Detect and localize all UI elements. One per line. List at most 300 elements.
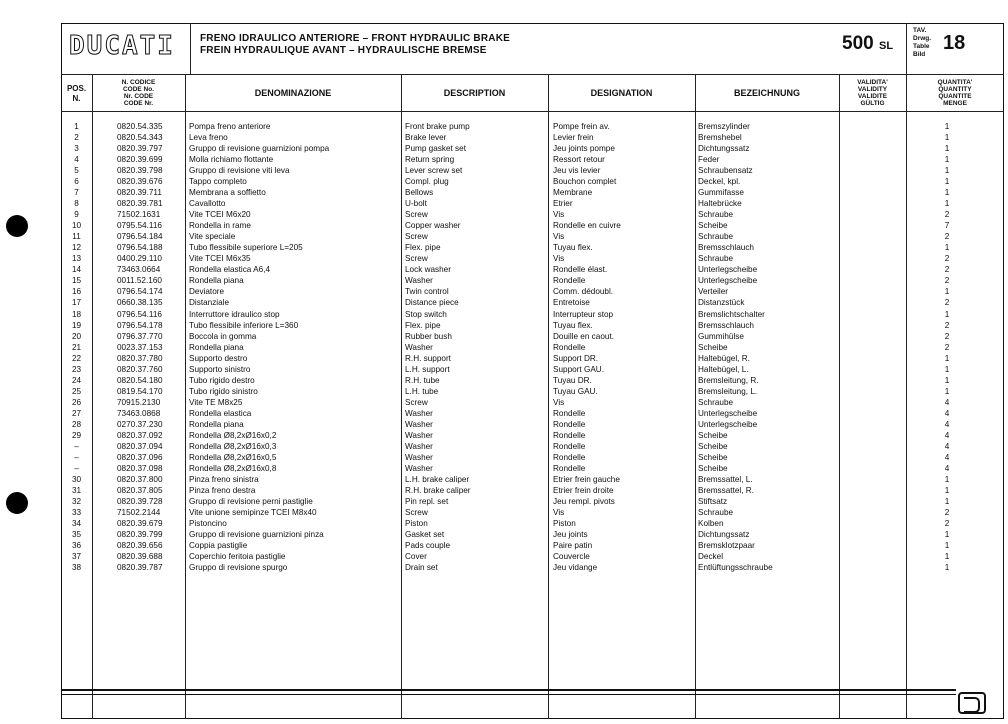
cell-pos: 31 xyxy=(71,485,82,495)
table-row xyxy=(61,188,1004,199)
table-row xyxy=(61,122,1004,133)
cell-desc: Washer xyxy=(405,441,433,451)
cell-den: Rondella piana xyxy=(189,276,244,286)
cell-bez: Gummifasse xyxy=(698,188,744,198)
table-row xyxy=(61,276,1004,287)
cell-desig: Rondelle xyxy=(553,419,586,429)
cell-bez: Dichtungssatz xyxy=(698,530,750,540)
cell-code: 0820.39.798 xyxy=(117,166,163,176)
cell-qty: 4 xyxy=(944,419,950,429)
cell-den: Distanziale xyxy=(189,298,230,308)
cell-desc: Pump gasket set xyxy=(405,144,466,154)
cell-pos: 26 xyxy=(71,397,82,407)
cell-desc: Copper washer xyxy=(405,221,461,231)
cell-den: Membrana a soffietto xyxy=(189,188,266,198)
table-row xyxy=(61,519,1004,530)
table-row xyxy=(61,464,1004,475)
cell-qty: 2 xyxy=(944,298,950,308)
cell-den: Pinza freno sinistra xyxy=(189,474,259,484)
cell-bez: Schraube xyxy=(698,254,734,264)
table-row xyxy=(61,166,1004,177)
cell-qty: 1 xyxy=(944,474,950,484)
table-row xyxy=(61,442,1004,453)
cell-qty: 1 xyxy=(944,122,950,131)
cell-code: 0820.37.092 xyxy=(117,430,163,440)
cell-den: Rondella piana xyxy=(189,342,244,352)
cell-pos: – xyxy=(74,441,79,451)
cell-code: 0796.54.174 xyxy=(117,287,163,297)
cell-qty: 2 xyxy=(944,210,950,220)
cell-desc: Screw xyxy=(405,232,428,242)
cell-desc: Washer xyxy=(405,430,433,440)
cell-den: Tubo rigido destro xyxy=(189,375,255,385)
cell-bez: Scheibe xyxy=(698,441,728,451)
cell-desig: Tuyau flex. xyxy=(553,320,593,330)
cell-den: Coppia pastiglie xyxy=(189,541,248,551)
cell-bez: Deckel xyxy=(698,552,724,562)
cell-code: 0820.39.676 xyxy=(117,177,163,187)
cell-pos: 9 xyxy=(74,210,79,220)
cell-pos: 32 xyxy=(71,497,82,507)
cell-pos: 35 xyxy=(71,530,82,540)
cell-bez: Scheibe xyxy=(698,463,728,473)
cell-code: 0820.39.711 xyxy=(117,188,162,198)
cell-desig: Etrier frein gauche xyxy=(553,474,620,484)
cell-pos: 36 xyxy=(71,541,82,551)
cell-desig: Rondelle xyxy=(553,342,586,352)
cell-bez: Dichtungssatz xyxy=(698,144,750,154)
cell-desig: Jeu joints pompe xyxy=(553,144,615,154)
cell-desc: Distance piece xyxy=(405,298,459,308)
cell-desig: Douille en caout. xyxy=(553,331,614,341)
table-row xyxy=(61,398,1004,409)
cell-den: Rondella Ø8,2xØ16x0,8 xyxy=(189,463,277,473)
cell-pos: 24 xyxy=(71,375,82,385)
cell-desc: Screw xyxy=(405,210,428,220)
drwg-label: Drwg. xyxy=(913,35,932,42)
cell-code: 70915.2130 xyxy=(117,397,161,407)
table-row xyxy=(61,177,1004,188)
cell-desc: Drain set xyxy=(405,563,438,573)
cell-desig: Vis xyxy=(553,254,565,264)
cell-code: 0820.39.797 xyxy=(117,144,163,154)
cell-pos: 28 xyxy=(71,419,82,429)
cell-code: 0796.54.116 xyxy=(117,309,162,319)
cell-bez: Bremsleitung, L. xyxy=(698,386,758,396)
cell-code: 0796.54.188 xyxy=(117,243,163,253)
cell-desc: U-bolt xyxy=(405,199,427,209)
cell-desc: Washer xyxy=(405,419,433,429)
cell-desig: Rondelle élast. xyxy=(553,265,608,275)
table-row xyxy=(61,508,1004,519)
cell-code: 71502.2144 xyxy=(117,508,161,518)
cell-qty: 1 xyxy=(944,375,950,385)
cell-den: Pinza freno destra xyxy=(189,485,256,495)
cell-den: Pistoncino xyxy=(189,519,227,529)
cell-desc: L.H. brake caliper xyxy=(405,474,470,484)
cell-code: 0011.52.160 xyxy=(117,276,162,286)
cell-bez: Haltebügel, R. xyxy=(698,353,750,363)
table-row xyxy=(61,321,1004,332)
cell-desig: Entretoise xyxy=(553,298,590,308)
table-row xyxy=(61,243,1004,254)
cell-code: 0820.37.094 xyxy=(117,441,163,451)
cell-den: Rondella Ø8,2xØ16x0,5 xyxy=(189,452,277,462)
cell-den: Pompa freno anteriore xyxy=(189,122,271,131)
table-row xyxy=(61,287,1004,298)
cell-bez: Verteiler xyxy=(698,287,729,297)
cell-code: 0270.37.230 xyxy=(117,419,163,429)
cell-desig: Comm. dédoubl. xyxy=(553,287,614,297)
table-row xyxy=(61,210,1004,221)
cell-den: Molla richiamo flottante xyxy=(189,155,274,165)
cell-qty: 1 xyxy=(944,541,950,551)
cell-qty: 1 xyxy=(944,497,950,507)
cell-desig: Rondelle xyxy=(553,408,586,418)
table-number: 18 xyxy=(943,32,966,54)
cell-desig: Support DR. xyxy=(553,353,599,363)
cell-desig: Tuyau flex. xyxy=(553,243,593,253)
cell-bez: Bremshebel xyxy=(698,133,742,143)
cell-bez: Deckel, kpl. xyxy=(698,177,741,187)
cell-code: 0820.37.760 xyxy=(117,364,163,374)
cell-pos: 33 xyxy=(71,508,82,518)
cell-qty: 2 xyxy=(944,331,950,341)
cell-pos: – xyxy=(74,463,79,473)
cell-bez: Bremsschlauch xyxy=(698,243,754,253)
logo-divider xyxy=(190,23,191,74)
cell-qty: 2 xyxy=(944,519,950,529)
cell-qty: 1 xyxy=(944,287,950,297)
cell-desc: Gasket set xyxy=(405,530,445,540)
table-row xyxy=(61,254,1004,265)
cell-bez: Kolben xyxy=(698,519,724,529)
cell-desc: Lever screw set xyxy=(405,166,463,176)
cell-qty: 2 xyxy=(944,320,950,330)
cell-bez: Scheibe xyxy=(698,342,728,352)
cell-bez: Bremsschlauch xyxy=(698,320,754,330)
cell-pos: 20 xyxy=(71,331,82,341)
bild-label: Bild xyxy=(913,51,926,58)
col-header-quantita: QUANTITA' QUANTITY QUANTITE MENGE xyxy=(937,79,973,107)
cell-bez: Stiftsatz xyxy=(698,497,728,507)
cell-desig: Ressort retour xyxy=(553,155,605,165)
punch-hole xyxy=(6,492,28,514)
cell-qty: 2 xyxy=(944,276,950,286)
cell-desc: Front brake pump xyxy=(405,122,470,131)
cell-den: Boccola in gomma xyxy=(189,331,257,341)
cell-desc: R.H. brake caliper xyxy=(405,485,471,495)
cell-bez: Haltebrücke xyxy=(698,199,742,209)
cell-code: 0795.54.116 xyxy=(117,221,162,231)
cell-desig: Pompe frein av. xyxy=(553,122,610,131)
cell-desig: Rondelle xyxy=(553,441,586,451)
cell-den: Vite TCEI M6x35 xyxy=(189,254,251,264)
table-row xyxy=(61,298,1004,309)
cell-bez: Distanzstück xyxy=(698,298,745,308)
cell-desc: Washer xyxy=(405,276,433,286)
cell-desig: Vis xyxy=(553,508,565,518)
cell-pos: – xyxy=(74,452,79,462)
cell-den: Tubo flessibile inferiore L=360 xyxy=(189,320,299,330)
cell-pos: 11 xyxy=(72,232,81,242)
cell-code: 0820.54.180 xyxy=(117,375,163,385)
cell-desig: Rondelle en cuivre xyxy=(553,221,621,231)
cell-qty: 1 xyxy=(944,144,950,154)
cell-den: Tubo flessibile superiore L=205 xyxy=(189,243,303,253)
cell-desig: Interrupteur stop xyxy=(553,309,614,319)
cell-code: 0023.37.153 xyxy=(117,342,163,352)
table-row xyxy=(61,133,1004,144)
cell-desc: L.H. tube xyxy=(405,386,439,396)
table-row xyxy=(61,409,1004,420)
cell-pos: 14 xyxy=(71,265,82,275)
cell-desc: Twin control xyxy=(405,287,449,297)
cell-pos: 37 xyxy=(71,552,82,562)
cell-pos: 2 xyxy=(74,133,79,143)
cell-pos: 18 xyxy=(71,309,82,319)
cell-desig: Vis xyxy=(553,397,565,407)
cell-desc: Brake lever xyxy=(405,133,447,143)
cell-code: 0820.54.335 xyxy=(117,122,163,131)
cell-qty: 1 xyxy=(944,155,950,165)
table-row xyxy=(61,354,1004,365)
cell-qty: 4 xyxy=(944,463,950,473)
cell-qty: 1 xyxy=(944,166,950,176)
tav-label: TAV. xyxy=(913,27,927,34)
cell-pos: 22 xyxy=(71,353,82,363)
cell-desc: Stop switch xyxy=(405,309,447,319)
end-mark-icon xyxy=(958,692,986,714)
cell-desc: Compl. plug xyxy=(405,177,449,187)
cell-code: 0820.37.805 xyxy=(117,485,163,495)
cell-bez: Bremssattel, L. xyxy=(698,474,753,484)
cell-desig: Jeu vis levier xyxy=(553,166,601,176)
cell-qty: 1 xyxy=(944,199,950,209)
cell-qty: 1 xyxy=(944,188,950,198)
cell-den: Gruppo di revisione guarnizioni pinza xyxy=(189,530,324,540)
cell-pos: 7 xyxy=(74,188,79,198)
cell-desc: Return spring xyxy=(405,155,455,165)
col-header-code: N. CODICE CODE No. Nr. CODE CODE Nr. xyxy=(121,79,156,107)
cell-bez: Unterlegscheibe xyxy=(698,408,758,418)
cell-bez: Unterlegscheibe xyxy=(698,419,758,429)
title-line-1: FRENO IDRAULICO ANTERIORE – FRONT HYDRAULIC BRAKE xyxy=(200,33,510,44)
table-row xyxy=(61,343,1004,354)
cell-pos: 25 xyxy=(71,386,82,396)
model-label: 500 SL xyxy=(842,33,894,54)
cell-qty: 1 xyxy=(944,364,950,374)
table-row xyxy=(61,144,1004,155)
cell-bez: Scheibe xyxy=(698,430,728,440)
cell-bez: Schraube xyxy=(698,210,734,220)
cell-bez: Schraube xyxy=(698,397,734,407)
cell-desc: Screw xyxy=(405,254,428,264)
col-header-denominazione: DENOMINAZIONE xyxy=(254,87,332,98)
table-row xyxy=(61,486,1004,497)
cell-pos: 23 xyxy=(71,364,82,374)
cell-code: 0820.37.780 xyxy=(117,353,163,363)
cell-qty: 7 xyxy=(944,221,950,231)
cell-code: 0796.54.184 xyxy=(117,232,163,242)
cell-den: Rondella elastica A6,4 xyxy=(189,265,271,275)
tav-divider xyxy=(906,23,907,74)
cell-den: Interruttore idraulico stop xyxy=(189,309,280,319)
table-row xyxy=(61,232,1004,243)
cell-den: Rondella in rame xyxy=(189,221,251,231)
cell-code: 0820.39.656 xyxy=(117,541,163,551)
cell-code: 0820.39.688 xyxy=(117,552,163,562)
cell-qty: 4 xyxy=(944,452,950,462)
cell-desc: Pin repl. set xyxy=(405,497,449,507)
cell-bez: Schraube xyxy=(698,232,734,242)
cell-code: 0819.54.170 xyxy=(117,386,163,396)
table-row xyxy=(61,376,1004,387)
table-row xyxy=(61,310,1004,321)
cell-den: Vite unione semipinze TCEI M8x40 xyxy=(189,508,317,518)
cell-den: Supporto destro xyxy=(189,353,248,363)
table-row xyxy=(61,431,1004,442)
cell-den: Cavallotto xyxy=(189,199,226,209)
cell-qty: 1 xyxy=(944,530,950,540)
footer-line xyxy=(61,689,956,691)
cell-pos: 27 xyxy=(71,408,82,418)
cell-pos: 5 xyxy=(74,166,79,176)
cell-desc: Screw xyxy=(405,508,428,518)
cell-den: Coperchio feritoia pastiglie xyxy=(189,552,286,562)
cell-pos: 29 xyxy=(71,430,82,440)
cell-pos: 12 xyxy=(71,243,82,253)
ducati-logo: DUCATI xyxy=(69,31,175,61)
cell-den: Gruppo di revisione guarnizioni pompa xyxy=(189,144,330,154)
cell-den: Leva freno xyxy=(189,133,228,143)
cell-pos: 13 xyxy=(71,254,82,264)
table-row xyxy=(61,475,1004,486)
cell-desig: Jeu vidange xyxy=(553,563,598,573)
cell-desc: Flex. pipe xyxy=(405,320,441,330)
table-row xyxy=(61,563,1004,574)
cell-den: Tubo rigido sinistro xyxy=(189,386,258,396)
cell-desig: Rondelle xyxy=(553,276,586,286)
cell-bez: Unterlegscheibe xyxy=(698,276,758,286)
cell-qty: 1 xyxy=(944,552,950,562)
cell-qty: 2 xyxy=(944,342,950,352)
cell-desig: Levier frein xyxy=(553,133,594,143)
cell-code: 73463.0664 xyxy=(117,265,161,275)
cell-desc: Pads couple xyxy=(405,541,451,551)
cell-qty: 4 xyxy=(944,441,950,451)
cell-desig: Couvercle xyxy=(553,552,590,562)
cell-desc: Screw xyxy=(405,397,428,407)
cell-den: Rondella piana xyxy=(189,419,244,429)
cell-code: 0820.39.728 xyxy=(117,497,163,507)
table-row xyxy=(61,265,1004,276)
cell-desig: Etrier xyxy=(553,199,573,209)
cell-bez: Unterlegscheibe xyxy=(698,265,758,275)
cell-bez: Scheibe xyxy=(698,452,728,462)
cell-desc: Washer xyxy=(405,408,433,418)
cell-desig: Tuyau DR. xyxy=(553,375,592,385)
cell-code: 71502.1631 xyxy=(117,210,161,220)
cell-desig: Vis xyxy=(553,210,565,220)
cell-qty: 2 xyxy=(944,254,950,264)
cell-code: 0660.38.135 xyxy=(117,298,163,308)
cell-desc: Flex. pipe xyxy=(405,243,441,253)
column-header-divider xyxy=(61,111,1004,112)
cell-bez: Bremsleitung, R. xyxy=(698,375,759,385)
table-row xyxy=(61,387,1004,398)
cell-qty: 1 xyxy=(944,386,950,396)
cell-pos: 10 xyxy=(71,221,82,231)
cell-pos: 6 xyxy=(74,177,79,187)
cell-den: Deviatore xyxy=(189,287,225,297)
cell-qty: 1 xyxy=(944,563,950,573)
cell-den: Vite TE M8x25 xyxy=(189,397,243,407)
cell-pos: 17 xyxy=(71,298,82,308)
cell-qty: 4 xyxy=(944,430,950,440)
cell-desig: Rondelle xyxy=(553,430,586,440)
cell-desig: Jeu joints xyxy=(553,530,588,540)
cell-pos: 30 xyxy=(71,474,82,484)
cell-code: 0820.39.781 xyxy=(117,199,163,209)
footer-line xyxy=(61,694,956,695)
cell-desc: Piston xyxy=(405,519,428,529)
cell-pos: 34 xyxy=(71,519,82,529)
cell-code: 0820.39.679 xyxy=(117,519,163,529)
cell-den: Rondella Ø8,2xØ16x0,3 xyxy=(189,441,277,451)
cell-code: 0820.39.799 xyxy=(117,530,163,540)
cell-bez: Scheibe xyxy=(698,221,728,231)
cell-bez: Schraubensatz xyxy=(698,166,753,176)
cell-desig: Rondelle xyxy=(553,463,586,473)
cell-code: 73463.0868 xyxy=(117,408,161,418)
cell-den: Gruppo di revisione viti leva xyxy=(189,166,290,176)
col-header-bezeichnung: BEZEICHNUNG xyxy=(733,87,800,98)
table-row xyxy=(61,332,1004,343)
cell-desc: Bellows xyxy=(405,188,434,198)
cell-pos: 15 xyxy=(71,276,82,286)
cell-qty: 4 xyxy=(944,408,950,418)
table-row xyxy=(61,541,1004,552)
col-header-designation: DESIGNATION xyxy=(590,87,653,98)
cell-desc: Washer xyxy=(405,452,433,462)
cell-code: 0820.39.699 xyxy=(117,155,163,165)
cell-bez: Bremsklotzpaar xyxy=(698,541,755,551)
cell-bez: Bremssattel, R. xyxy=(698,485,754,495)
cell-qty: 1 xyxy=(944,309,950,319)
cell-code: 0820.54.343 xyxy=(117,133,163,143)
table-row xyxy=(61,199,1004,210)
cell-desig: Paire patin xyxy=(553,541,593,551)
cell-desc: L.H. support xyxy=(405,364,450,374)
cell-desig: Rondelle xyxy=(553,452,586,462)
cell-code: 0796.37.770 xyxy=(117,331,163,341)
cell-pos: 38 xyxy=(71,563,82,573)
cell-bez: Gummihülse xyxy=(698,331,744,341)
table-row xyxy=(61,365,1004,376)
cell-code: 0820.37.096 xyxy=(117,452,163,462)
cell-pos: 3 xyxy=(74,144,79,154)
cell-qty: 1 xyxy=(944,243,950,253)
cell-desc: Cover xyxy=(405,552,427,562)
cell-qty: 1 xyxy=(944,353,950,363)
cell-qty: 2 xyxy=(944,265,950,275)
cell-bez: Bremszylinder xyxy=(698,122,750,131)
cell-desig: Piston xyxy=(553,519,576,529)
cell-code: 0796.54.178 xyxy=(117,320,163,330)
cell-pos: 8 xyxy=(74,199,79,209)
title-line-2: FREIN HYDRAULIQUE AVANT – HYDRAULISCHE BREMSE xyxy=(200,45,487,56)
